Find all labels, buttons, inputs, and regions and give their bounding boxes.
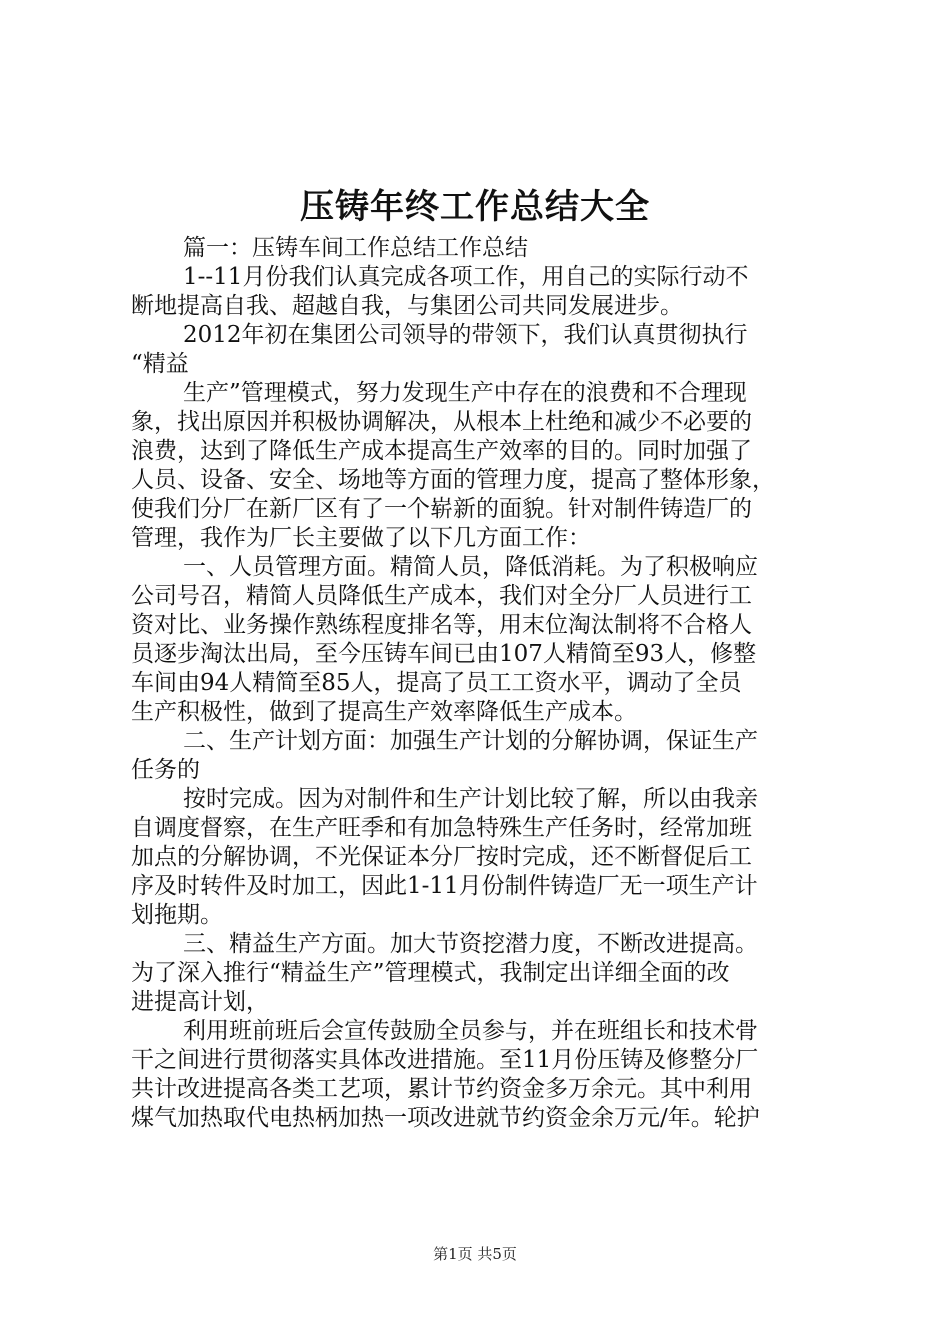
body-line: 篇一：压铸车间工作总结工作总结 bbox=[183, 235, 528, 261]
body-line: 按时完成。因为对制件和生产计划比较了解，所以由我亲 bbox=[183, 786, 758, 812]
body-line: 生产积极性，做到了提高生产效率降低生产成本。 bbox=[131, 699, 637, 725]
body-line: 加点的分解协调，不光保证本分厂按时完成，还不断督促后工 bbox=[131, 844, 752, 870]
body-line: 煤气加热取代电热柄加热一项改进就节约资金余万元/年。轮护 bbox=[131, 1105, 760, 1131]
body-line: 序及时转件及时加工，因此1-11月份制件铸造厂无一项生产计 bbox=[131, 873, 758, 899]
body-line: 员逐步淘汰出局，至今压铸车间已由107人精简至93人，修整 bbox=[131, 641, 757, 667]
body-line: 象，找出原因并积极协调解决，从根本上杜绝和减少不必要的 bbox=[131, 409, 752, 435]
body-line: 任务的 bbox=[131, 757, 200, 783]
body-line: 1--11月份我们认真完成各项工作，用自己的实际行动不 bbox=[183, 264, 749, 290]
body-line: 生产”管理模式，努力发现生产中存在的浪费和不合理现 bbox=[183, 380, 747, 406]
document-title: 压铸年终工作总结大全 bbox=[300, 187, 650, 227]
body-line: 管理，我作为厂长主要做了以下几方面工作： bbox=[131, 525, 591, 551]
body-line: 为了深入推行“精益生产”管理模式，我制定出详细全面的改 bbox=[131, 960, 730, 986]
body-line: 利用班前班后会宣传鼓励全员参与，并在班组长和技术骨 bbox=[183, 1018, 758, 1044]
body-line: 二、生产计划方面：加强生产计划的分解协调，保证生产 bbox=[183, 728, 758, 754]
body-line: 2012年初在集团公司领导的带领下，我们认真贯彻执行 bbox=[183, 322, 748, 348]
body-line: 干之间进行贯彻落实具体改进措施。至11月份压铸及修整分厂 bbox=[131, 1047, 759, 1073]
body-line: 使我们分厂在新厂区有了一个崭新的面貌。针对制件铸造厂的 bbox=[131, 496, 752, 522]
body-line: 车间由94人精简至85人，提高了员工工资水平，调动了全员 bbox=[131, 670, 742, 696]
body-line: 公司号召，精简人员降低生产成本，我们对全分厂人员进行工 bbox=[131, 583, 752, 609]
body-line: 进提高计划， bbox=[131, 989, 269, 1015]
body-line: 划拖期。 bbox=[131, 902, 223, 928]
body-line: 共计改进提高各类工艺项，累计节约资金多万余元。其中利用 bbox=[131, 1076, 752, 1102]
body-line: 人员、设备、安全、场地等方面的管理力度，提高了整体形象， bbox=[131, 467, 775, 493]
body-line: 断地提高自我、超越自我，与集团公司共同发展进步。 bbox=[131, 293, 683, 319]
document-body bbox=[131, 234, 831, 1133]
page-number-footer: 第1页 共5页 bbox=[433, 1245, 517, 1263]
body-line: “精益 bbox=[131, 351, 189, 377]
body-line: 自调度督察，在生产旺季和有加急特殊生产任务时，经常加班 bbox=[131, 815, 752, 841]
body-line: 三、精益生产方面。加大节资挖潜力度，不断改进提高。 bbox=[183, 931, 758, 957]
body-line: 一、人员管理方面。精简人员，降低消耗。为了积极响应 bbox=[183, 554, 758, 580]
body-line: 资对比、业务操作熟练程度排名等，用末位淘汰制将不合格人 bbox=[131, 612, 752, 638]
body-line: 浪费，达到了降低生产成本提高生产效率的目的。同时加强了 bbox=[131, 438, 752, 464]
